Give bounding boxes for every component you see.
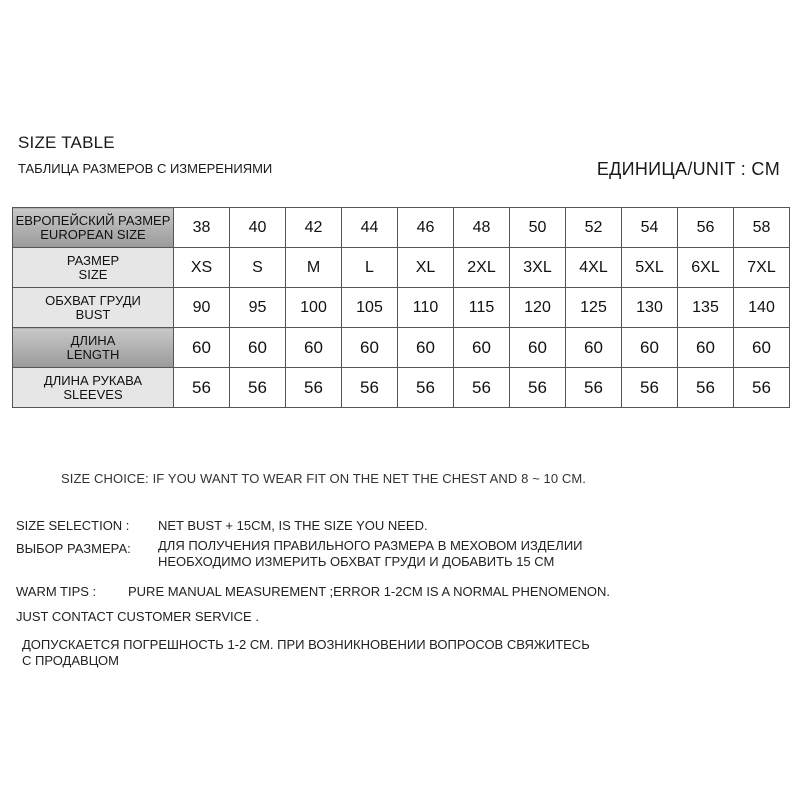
size-choice-note: SIZE CHOICE: IF YOU WANT TO WEAR FIT ON THE NET THE CHEST AND 8 ~ 10 CM.	[61, 471, 587, 486]
table-cell: 135	[678, 288, 734, 328]
table-cell: 60	[398, 328, 454, 368]
table-cell: 56	[174, 368, 230, 408]
row-header	[13, 288, 174, 328]
table-cell: 5XL	[622, 248, 678, 288]
table-cell: 60	[342, 328, 398, 368]
table-cell: 56	[286, 368, 342, 408]
table-cell: 46	[398, 208, 454, 248]
warm-tips-text: PURE MANUAL MEASUREMENT ;ERROR 1-2CM IS A NORMAL PHENOMENON.	[128, 584, 611, 599]
row-header-ru: РАЗМЕР	[66, 252, 120, 268]
table-row	[13, 208, 790, 248]
table-cell: 56	[398, 368, 454, 408]
table-cell: 95	[230, 288, 286, 328]
warm-tips-label: WARM TIPS :	[16, 584, 97, 599]
row-header-ru: ЕВРОПЕЙСКИЙ РАЗМЕР	[15, 212, 171, 228]
table-cell: 110	[398, 288, 454, 328]
table-row	[13, 368, 790, 408]
table-row	[13, 248, 790, 288]
table-cell: 2XL	[454, 248, 510, 288]
vybor-razmera-line-1: ДЛЯ ПОЛУЧЕНИЯ ПРАВИЛЬНОГО РАЗМЕРА В МЕХОВОМ ИЗДЕЛИИ	[158, 538, 583, 553]
table-cell: 56	[734, 368, 790, 408]
table-cell: 60	[734, 328, 790, 368]
table-cell: 60	[622, 328, 678, 368]
table-cell: S	[230, 248, 286, 288]
table-cell: 40	[230, 208, 286, 248]
table-cell: 105	[342, 288, 398, 328]
table-cell: 6XL	[678, 248, 734, 288]
table-cell: XL	[398, 248, 454, 288]
table-cell: 4XL	[566, 248, 622, 288]
row-header-en: LENGTH	[66, 346, 120, 362]
table-cell: 56	[454, 368, 510, 408]
table-cell: 100	[286, 288, 342, 328]
table-cell: 56	[566, 368, 622, 408]
row-header-en: SLEEVES	[63, 386, 123, 402]
table-cell: 60	[678, 328, 734, 368]
unit-label: ЕДИНИЦА/UNIT : CM	[596, 159, 780, 179]
row-header-ru: ДЛИНА РУКАВА	[43, 372, 143, 388]
row-header	[13, 208, 174, 248]
row-header-en: BUST	[75, 306, 111, 322]
table-cell: 54	[622, 208, 678, 248]
row-header-en: EUROPEAN SIZE	[40, 226, 146, 242]
table-cell: 50	[510, 208, 566, 248]
table-cell: 115	[454, 288, 510, 328]
table-cell: 60	[454, 328, 510, 368]
tolerance-note-line-1: ДОПУСКАЕТСЯ ПОГРЕШНОСТЬ 1-2 СМ. ПРИ ВОЗНИКНОВЕНИИ ВОПРОСОВ СВЯЖИТЕСЬ	[22, 637, 590, 652]
table-row	[13, 288, 790, 328]
table-cell: 125	[566, 288, 622, 328]
table-cell: 60	[230, 328, 286, 368]
table-cell: XS	[174, 248, 230, 288]
page-title: SIZE TABLE	[18, 133, 115, 152]
table-cell: 140	[734, 288, 790, 328]
table-cell: 56	[622, 368, 678, 408]
page-subtitle: ТАБЛИЦА РАЗМЕРОВ С ИЗМЕРЕНИЯМИ	[18, 161, 273, 176]
table-cell: 120	[510, 288, 566, 328]
table-cell: L	[342, 248, 398, 288]
contact-note: JUST CONTACT CUSTOMER SERVICE .	[16, 609, 259, 624]
table-cell: 52	[566, 208, 622, 248]
row-header	[13, 328, 174, 368]
table-cell: 130	[622, 288, 678, 328]
table-cell: 60	[174, 328, 230, 368]
table-cell: 48	[454, 208, 510, 248]
table-cell: 56	[678, 208, 734, 248]
size-selection-label: SIZE SELECTION :	[16, 518, 130, 533]
table-cell: 3XL	[510, 248, 566, 288]
row-header-ru: ОБХВАТ ГРУДИ	[45, 292, 141, 308]
row-header-en: SIZE	[78, 266, 108, 282]
table-cell: 7XL	[734, 248, 790, 288]
table-cell: 44	[342, 208, 398, 248]
table-cell: 60	[510, 328, 566, 368]
table-cell: 56	[510, 368, 566, 408]
table-cell: 58	[734, 208, 790, 248]
row-header	[13, 368, 174, 408]
table-cell: 56	[342, 368, 398, 408]
row-header	[13, 248, 174, 288]
size-table	[12, 207, 790, 408]
table-row	[13, 328, 790, 368]
table-cell: M	[286, 248, 342, 288]
table-cell: 42	[286, 208, 342, 248]
table-cell: 60	[286, 328, 342, 368]
size-table-body	[13, 208, 790, 408]
row-header-ru: ДЛИНА	[70, 332, 116, 348]
tolerance-note-line-2: С ПРОДАВЦОМ	[22, 653, 119, 668]
table-cell: 56	[230, 368, 286, 408]
table-cell: 38	[174, 208, 230, 248]
table-cell: 90	[174, 288, 230, 328]
table-cell: 60	[566, 328, 622, 368]
size-selection-text: NET BUST + 15CM, IS THE SIZE YOU NEED.	[158, 518, 428, 533]
vybor-razmera-label: ВЫБОР РАЗМЕРА:	[16, 541, 131, 556]
table-cell: 56	[678, 368, 734, 408]
vybor-razmera-line-2: НЕОБХОДИМО ИЗМЕРИТЬ ОБХВАТ ГРУДИ И ДОБАВИТЬ 15 СМ	[158, 554, 555, 569]
